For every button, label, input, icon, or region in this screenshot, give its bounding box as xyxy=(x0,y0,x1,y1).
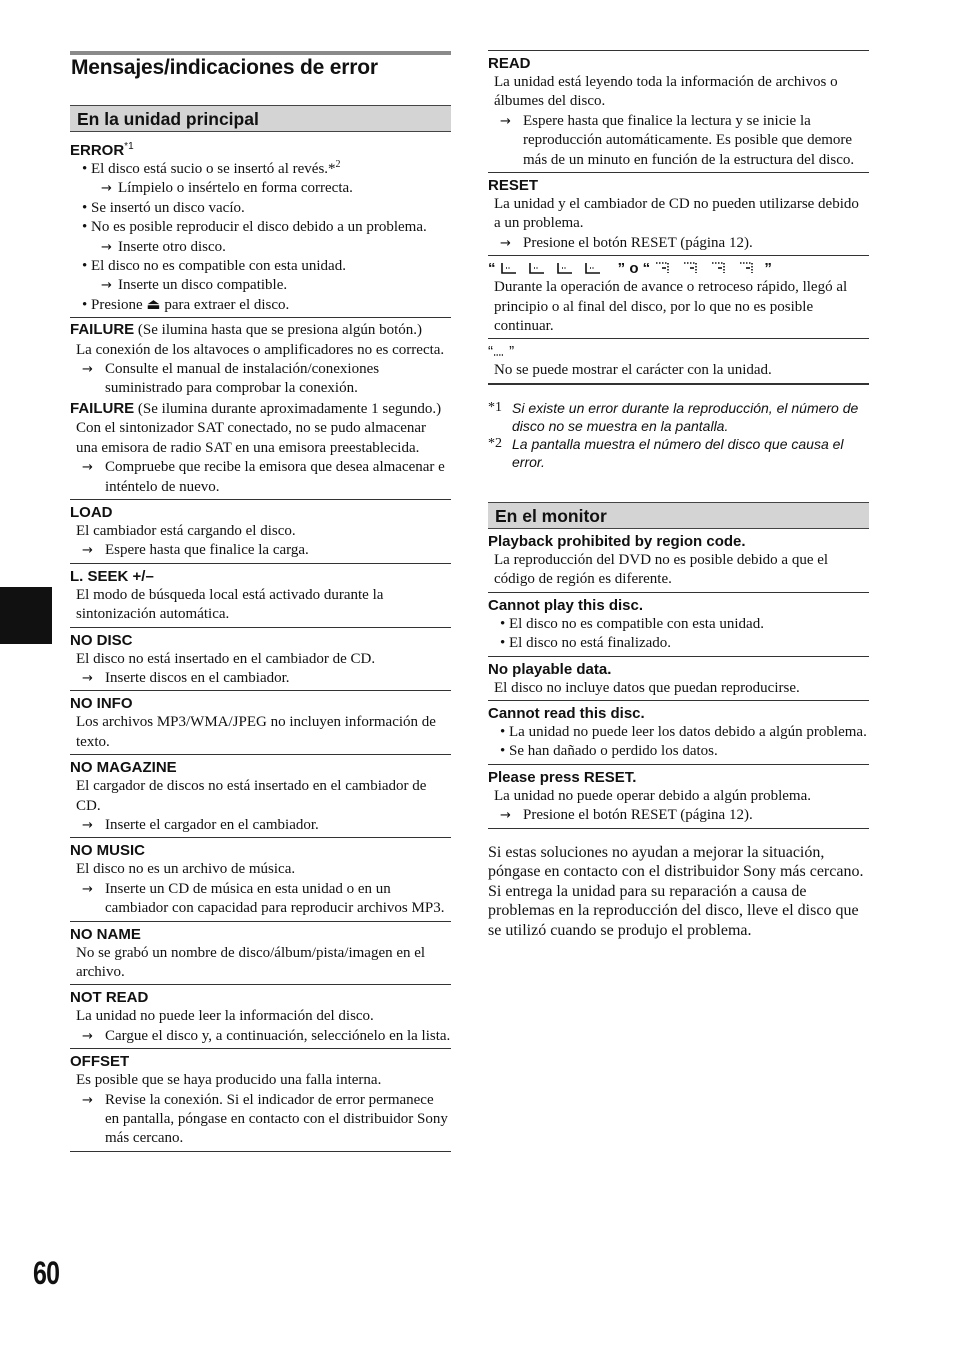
entry-description: El modo de búsqueda local está activado durante la sintonización automática. xyxy=(76,586,384,623)
bullet-item: • El disco no está finalizado. xyxy=(500,635,672,652)
bullet-text: El disco no es compatible con esta unidad. xyxy=(91,258,346,275)
entry-term: NO DISC xyxy=(70,631,133,649)
footnote xyxy=(488,399,869,435)
remedy-line: → Espere hasta que finalice la carga. xyxy=(76,541,451,560)
entry-no-disc xyxy=(70,628,451,692)
entry-failure xyxy=(70,318,451,399)
entry-term: NO MAGAZINE xyxy=(70,759,177,777)
entry-term: Playback prohibited by region code. xyxy=(488,532,746,550)
entry-error xyxy=(70,132,451,318)
bullet-text: No es posible reproducir el disco debido a un problema. xyxy=(91,219,427,236)
entry-term: LOAD xyxy=(70,503,113,521)
entry-description: La unidad no puede leer la información del disco. xyxy=(76,1008,374,1025)
closing-paragraph: Si entrega la unidad para su reparación a causa de problemas en la reproducción del disco, lleve el disco que se utilizó cuando se produjo el problema. xyxy=(488,882,859,939)
remedy-line: → Límpielo o insértelo en forma correcta. xyxy=(76,179,451,198)
entry-term: L. SEEK +/– xyxy=(70,567,154,585)
entry-segment-display xyxy=(488,256,869,339)
remedy-line: → Inserte el cargador en el cambiador. xyxy=(76,816,451,835)
entry-no-music xyxy=(70,838,451,921)
entry-reset xyxy=(488,173,869,256)
section-tab-marker xyxy=(0,587,52,644)
remedy-line: → Presione el botón RESET (página 12). xyxy=(494,234,869,253)
right-column xyxy=(488,0,869,940)
entry-term: No playable data. xyxy=(488,660,612,678)
entry-cannot-read xyxy=(488,701,869,765)
entry-load xyxy=(70,500,451,564)
segment-right-edge-icon xyxy=(654,261,764,275)
remedy-line: → Compruebe que recibe la emisora que desea almacenar e inténtelo de nuevo. xyxy=(76,458,451,497)
bullet-item: • El disco está sucio o se insertó al revés.*$^2$ xyxy=(82,159,341,177)
term-text: ERROR xyxy=(70,142,125,159)
quote-mark: ” xyxy=(764,260,772,278)
bullet-text: El disco no es compatible con esta unidad. xyxy=(509,615,764,632)
entry-term: FAILURE xyxy=(70,321,135,339)
entry-term: OFFSET xyxy=(70,1053,130,1071)
footnote-text: Si existe un error durante la reproducción, el número de disco no se muestra en la pantalla. xyxy=(512,399,859,434)
entry-description: Con el sintonizador SAT conectado, no se pudo almacenar una emisora de radio SAT en una emisora preestablecida. xyxy=(76,420,427,456)
segment-left-edge-icon xyxy=(500,261,618,275)
footnote-mark: *2 xyxy=(488,435,502,451)
entry-read xyxy=(488,50,869,173)
remedy-line: → Inserte discos en el cambiador. xyxy=(76,669,451,688)
entry-aside: (Se ilumina durante aproximadamente 1 segundo.) xyxy=(134,400,442,417)
remedy-line: → Presione el botón RESET (página 12). xyxy=(494,806,869,825)
entry-term: Cannot read this disc. xyxy=(488,704,645,722)
bullet-text: Se han dañado o perdido los datos. xyxy=(509,743,718,760)
bullet-text: El disco está sucio o se insertó al revés.* xyxy=(91,161,336,177)
remedy-line: → Revise la conexión. Si el indicador de error permanece en pantalla, póngase en contacto con el distribuidor Sony más cercano. xyxy=(76,1091,451,1149)
remedy-line: → Espere hasta que finalice la lectura y se inicie la reproducción automáticamente. Es posible que demore más de un minuto en función de la estructura del disco. xyxy=(494,112,869,170)
entry-term xyxy=(488,342,869,361)
entry-term: NOT READ xyxy=(70,989,149,1007)
quote-mark: ” o “ xyxy=(617,260,651,278)
bullet-text: El disco no está finalizado. xyxy=(509,635,672,652)
entry-term: FAILURE xyxy=(70,399,135,417)
section-heading-main-unit: En la unidad principal xyxy=(70,105,451,132)
remedy-line: → Inserte un disco compatible. xyxy=(76,276,451,295)
entry-description: El cargador de discos no está insertado en el cambiador de CD. xyxy=(76,778,427,814)
entry-description: La reproducción del DVD no es posible debido a que el código de región es diferente. xyxy=(494,551,829,588)
bullet-item: • El disco no es compatible con esta unidad. xyxy=(82,258,346,275)
remedy-line: → Consulte el manual de instalación/conexiones suministrado para comprobar la conexión. xyxy=(76,360,451,399)
entry-not-read xyxy=(70,985,451,1049)
bullet-item: • La unidad no puede leer los datos debido a algún problema. xyxy=(500,723,867,740)
entry-description: El disco no es un archivo de música. xyxy=(76,861,296,878)
entry-please-reset xyxy=(488,765,869,829)
entry-l-seek xyxy=(70,564,451,628)
entry-playback-prohibited xyxy=(488,529,869,593)
entry-term: Cannot play this disc. xyxy=(488,596,644,614)
entry-term: READ xyxy=(488,55,531,72)
page-number: 60 xyxy=(33,1255,60,1291)
entry-term: NO MUSIC xyxy=(70,842,145,860)
entry-cannot-play xyxy=(488,593,869,657)
bullet-item: • Se han dañado o perdido los datos. xyxy=(500,743,718,760)
entry-term: Please press RESET. xyxy=(488,768,637,786)
entry-underscore-char xyxy=(488,339,869,384)
entry-description: No se grabó un nombre de disco/álbum/pista/imagen en el archivo. xyxy=(76,944,426,980)
footnote-ref: *1 xyxy=(124,141,134,152)
bullet-text: Se insertó un disco vacío. xyxy=(91,199,245,216)
entry-term: RESET xyxy=(488,177,539,195)
entry-term xyxy=(488,259,869,278)
page-title: Mensajes/indicaciones de error xyxy=(71,56,378,79)
entry-description: El disco no incluye datos que puedan reproducirse. xyxy=(494,679,800,696)
entry-description: La unidad y el cambiador de CD no pueden utilizarse debido a un problema. xyxy=(494,196,859,232)
quote-mark: ” xyxy=(505,343,515,361)
remedy-line: → Inserte un CD de música en esta unidad o en un cambiador con capacidad para reproducir archivos MP3. xyxy=(76,880,451,919)
footnote-text: La pantalla muestra el número del disco que causa el error. xyxy=(512,435,844,470)
section-heading-monitor: En el monitor xyxy=(488,502,869,529)
entry-failure-sat xyxy=(70,399,451,500)
entry-no-playable-data xyxy=(488,657,869,701)
entry-offset xyxy=(70,1049,451,1152)
bullet-item: • Se insertó un disco vacío. xyxy=(82,199,245,216)
remedy-line: → Inserte otro disco. xyxy=(76,238,451,257)
remedy-line: → Cargue el disco y, a continuación, selecciónelo en la lista. xyxy=(76,1027,451,1046)
entry-description: El disco no está insertado en el cambiador de CD. xyxy=(76,650,376,667)
bullet-item: • El disco no es compatible con esta unidad. xyxy=(500,615,764,632)
footnote-ref: 2 xyxy=(335,159,341,170)
entry-no-name xyxy=(70,922,451,986)
entry-no-magazine xyxy=(70,755,451,838)
bullet-item: • Presione ⏏ para extraer el disco. xyxy=(82,296,290,313)
entry-term: NO INFO xyxy=(70,695,133,713)
entry-description: La unidad no puede operar debido a algún problema. xyxy=(494,787,811,804)
entry-description: No se puede mostrar el carácter con la unidad. xyxy=(494,362,772,379)
left-column xyxy=(70,0,451,1152)
bullet-item: • No es posible reproducir el disco debido a un problema. xyxy=(82,219,427,236)
bullet-text: La unidad no puede leer los datos debido a algún problema. xyxy=(509,723,867,740)
entry-description: La unidad está leyendo toda la información de archivos o álbumes del disco. xyxy=(494,74,838,110)
entry-description: La conexión de los altavoces o amplificadores no es correcta. xyxy=(76,341,445,358)
entry-term xyxy=(70,141,451,160)
footnote xyxy=(488,435,869,471)
closing-paragraph: Si estas soluciones no ayudan a mejorar la situación, póngase en contacto con el distribuidor Sony más cercano. xyxy=(488,843,864,881)
entry-description: Los archivos MP3/WMA/JPEG no incluyen información de texto. xyxy=(76,714,436,750)
bullet-text: Presione ⏏ para extraer el disco. xyxy=(91,296,290,313)
quote-mark: “ xyxy=(488,343,493,361)
entry-term: NO NAME xyxy=(70,925,141,943)
footnote-mark: *1 xyxy=(488,399,502,415)
entry-aside: (Se ilumina hasta que se presiona algún botón.) xyxy=(134,322,423,339)
entry-description: Es posible que se haya producido una falla interna. xyxy=(76,1072,382,1089)
underscore-segment-icon xyxy=(493,345,505,357)
entry-description: Durante la operación de avance o retroceso rápido, llegó al principio o al final del disco, por lo que no es posible continuar. xyxy=(494,279,848,335)
entry-no-info xyxy=(70,691,451,755)
quote-mark: “ xyxy=(488,260,496,278)
entry-description: El cambiador está cargando el disco. xyxy=(76,522,296,539)
